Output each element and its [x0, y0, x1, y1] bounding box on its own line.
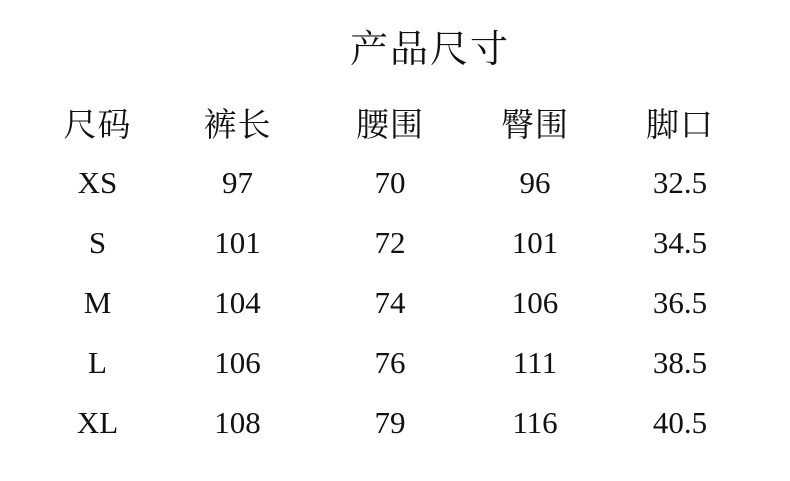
table-row-xs [35, 152, 755, 212]
cell-waist: 74 [374, 284, 406, 320]
cell-leg-opening: 36.5 [652, 284, 708, 320]
table-row-xl [35, 392, 755, 452]
cell-pants-length: 106 [214, 344, 261, 380]
cell-hip: 111 [512, 344, 558, 380]
column-header-leg-opening: 脚口 [646, 107, 714, 144]
cell-waist: 70 [374, 164, 406, 200]
table-row-l [35, 332, 755, 392]
cell-pants-length: 101 [214, 224, 261, 260]
cell-leg-opening: 32.5 [652, 164, 708, 200]
table-row-m [35, 272, 755, 332]
cell-size: XL [76, 404, 119, 440]
cell-pants-length: 104 [214, 284, 261, 320]
table-row-s [35, 212, 755, 272]
cell-pants-length: 97 [222, 164, 253, 200]
column-header-size: 尺码 [63, 107, 132, 144]
column-header-pants-length: 裤长 [203, 107, 272, 144]
column-header-hip: 臀围 [501, 107, 569, 144]
cell-waist: 76 [374, 344, 406, 380]
cell-size: M [83, 284, 112, 320]
cell-size: L [88, 344, 107, 380]
cell-hip: 116 [512, 404, 558, 440]
cell-size: S [88, 224, 107, 260]
cell-waist: 79 [374, 404, 406, 440]
cell-leg-opening: 34.5 [652, 224, 708, 260]
cell-pants-length: 108 [214, 404, 261, 440]
size-table [35, 100, 755, 452]
cell-leg-opening: 40.5 [652, 404, 708, 440]
cell-size: XS [77, 164, 118, 200]
cell-hip: 106 [511, 284, 559, 320]
page-title: 产品尺寸 [349, 29, 510, 71]
cell-hip: 101 [511, 224, 559, 260]
column-header-waist: 腰围 [356, 107, 424, 144]
cell-waist: 72 [374, 224, 406, 260]
cell-hip: 96 [519, 164, 551, 200]
cell-leg-opening: 38.5 [652, 344, 708, 380]
table-header-row [35, 100, 755, 152]
